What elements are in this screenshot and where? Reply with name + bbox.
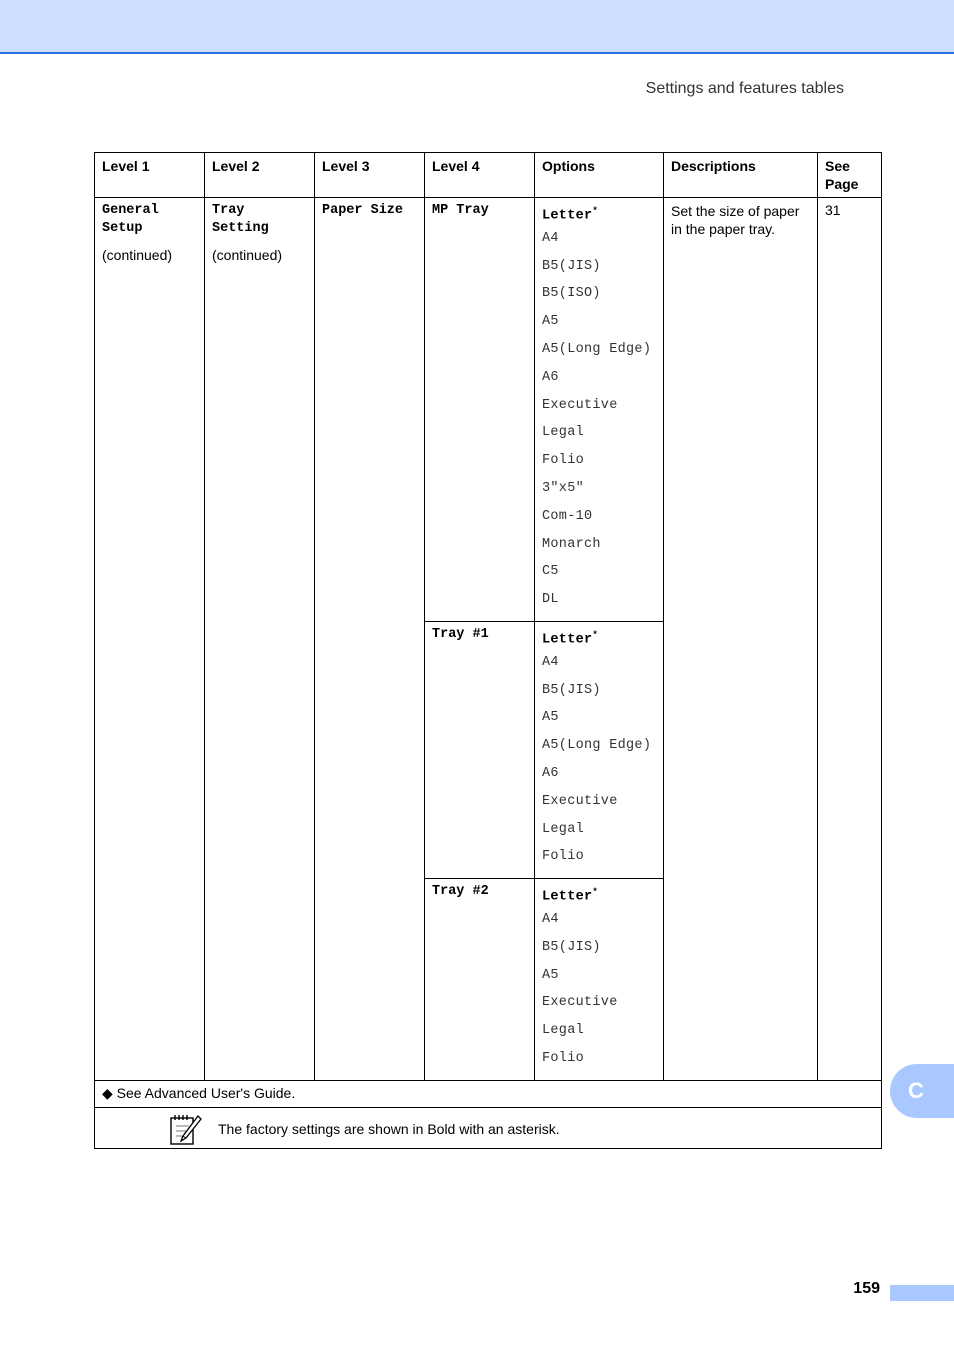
settings-table [94, 152, 882, 1149]
option-item [542, 230, 657, 258]
option-label: Executive [542, 397, 618, 413]
option-label: B5(JIS) [542, 939, 601, 955]
option-label: Letter [542, 632, 593, 648]
option-item [542, 737, 657, 765]
option-item [542, 202, 657, 230]
level2-cell [205, 198, 315, 1081]
level4-value: Tray #2 [432, 884, 489, 900]
option-label: A5 [542, 314, 559, 330]
option-item [542, 765, 657, 793]
option-label: B5(JIS) [542, 682, 601, 698]
level4-value: MP Tray [432, 203, 489, 218]
option-label: Executive [542, 793, 618, 809]
option-label: Letter [542, 889, 593, 905]
option-label: Letter [542, 208, 593, 224]
column-header: See Page [818, 153, 882, 198]
see-page-value: 31 [825, 202, 841, 218]
options-cell [535, 621, 664, 878]
table-row [95, 198, 882, 622]
option-label: Com-10 [542, 508, 593, 524]
option-label: A4 [542, 654, 559, 670]
description-cell [664, 198, 818, 1081]
option-item [542, 369, 657, 397]
option-item [542, 452, 657, 480]
option-item [542, 1022, 657, 1050]
option-item [542, 285, 657, 313]
option-label: A5(Long Edge) [542, 341, 652, 357]
column-header: Level 2 [205, 153, 315, 198]
option-item [542, 793, 657, 821]
option-item [542, 480, 657, 508]
default-marker: * [592, 629, 599, 640]
option-item [542, 536, 657, 564]
see-page-cell [818, 198, 882, 1081]
level2-continued: (continued) [212, 247, 283, 263]
option-item [542, 821, 657, 849]
note-row [95, 1107, 882, 1148]
level1-continued: (continued) [102, 247, 173, 263]
option-label: Folio [542, 1050, 585, 1066]
note-text: The factory settings are shown in Bold with an asterisk. [218, 1120, 560, 1137]
description-text: Set the size of paper in the paper tray. [671, 203, 800, 237]
running-title: Settings and features tables [645, 80, 844, 97]
option-item [542, 591, 657, 619]
option-item [542, 654, 657, 682]
option-label: Folio [542, 849, 585, 865]
default-marker: * [592, 206, 599, 216]
option-label: A4 [542, 911, 559, 927]
level3-cell [315, 198, 425, 1081]
level1-cell [95, 198, 205, 1081]
options-cell [535, 879, 664, 1081]
option-label: A5(Long Edge) [542, 738, 652, 754]
option-item [542, 1050, 657, 1078]
option-label: Monarch [542, 536, 601, 552]
option-item [542, 994, 657, 1022]
option-item [542, 848, 657, 876]
option-label: A5 [542, 710, 559, 726]
option-item [542, 508, 657, 536]
column-header: Level 1 [95, 153, 205, 198]
option-label: B5(ISO) [542, 286, 601, 302]
option-label: Legal [542, 821, 585, 837]
option-label: A6 [542, 765, 559, 781]
option-label: 3"x5" [542, 480, 585, 496]
options-cell [535, 198, 664, 622]
option-label: A6 [542, 369, 559, 385]
page-number: 159 [853, 1280, 880, 1297]
header-row [95, 153, 882, 198]
level4-cell [425, 879, 535, 1081]
level4-cell [425, 198, 535, 622]
column-header: Level 3 [315, 153, 425, 198]
options-list [542, 883, 657, 1078]
option-item [542, 397, 657, 425]
option-label: DL [542, 592, 559, 608]
option-item [542, 424, 657, 452]
option-label: A5 [542, 967, 559, 983]
option-label: Executive [542, 995, 618, 1011]
options-list [542, 626, 657, 876]
option-label: C5 [542, 564, 559, 580]
option-label: B5(JIS) [542, 258, 601, 274]
note-pencil-icon [168, 1112, 204, 1146]
page-number-bar [890, 1285, 954, 1301]
option-item [542, 883, 657, 911]
option-item [542, 258, 657, 286]
column-header: Options [535, 153, 664, 198]
appendix-tab [890, 1064, 954, 1118]
level3-value: Paper Size [322, 203, 404, 218]
option-label: Legal [542, 1023, 585, 1039]
column-header: Level 4 [425, 153, 535, 198]
option-item [542, 313, 657, 341]
option-item [542, 626, 657, 654]
level4-value: Tray #1 [432, 626, 489, 642]
option-label: Folio [542, 453, 585, 469]
option-item [542, 967, 657, 995]
level4-cell [425, 621, 535, 878]
option-item [542, 563, 657, 591]
options-list [542, 202, 657, 619]
default-marker: * [592, 887, 599, 898]
appendix-tab-label: C [908, 1078, 924, 1103]
option-label: Legal [542, 425, 585, 441]
footnote-row [95, 1080, 882, 1107]
level1-value: General Setup [102, 203, 159, 236]
top-header-band [0, 0, 954, 54]
footnote-text: ◆ See Advanced User's Guide. [95, 1080, 882, 1107]
option-item [542, 939, 657, 967]
option-label: A4 [542, 230, 559, 246]
column-header: Descriptions [664, 153, 818, 198]
option-item [542, 911, 657, 939]
option-item [542, 682, 657, 710]
level2-value: Tray Setting [212, 203, 269, 236]
option-item [542, 709, 657, 737]
option-item [542, 341, 657, 369]
